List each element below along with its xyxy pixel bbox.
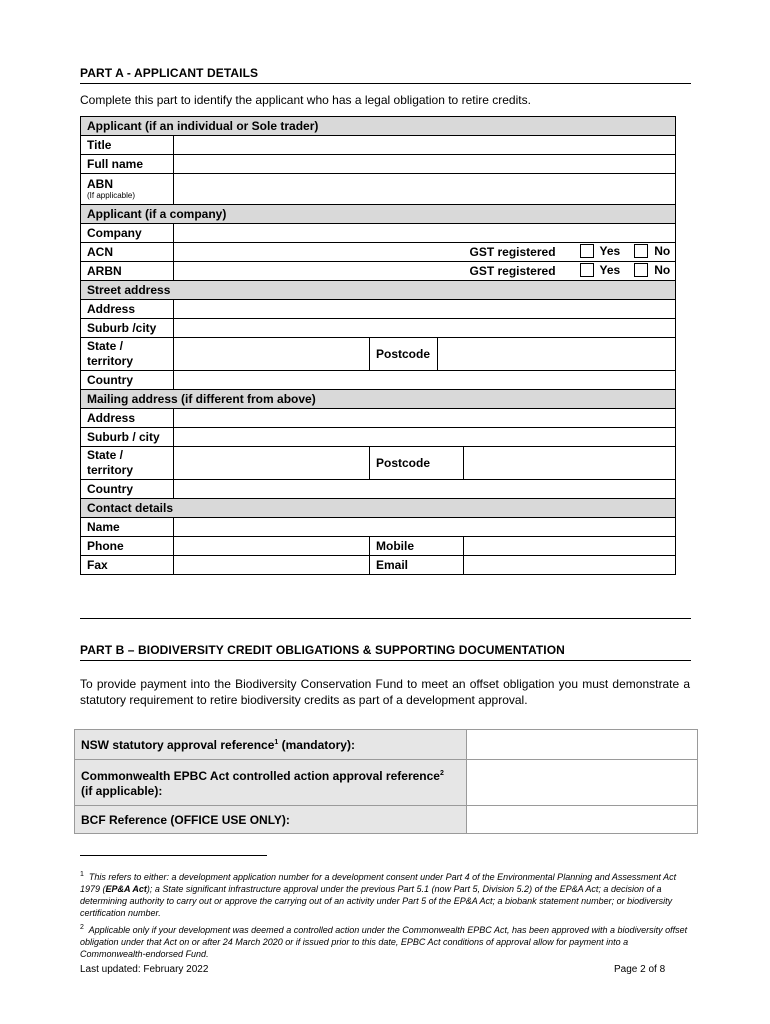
footnote-1-number: 1 bbox=[80, 871, 84, 878]
abn-input[interactable] bbox=[174, 174, 676, 205]
street-suburb-input[interactable] bbox=[174, 319, 676, 338]
arbn-gst-no[interactable] bbox=[634, 263, 670, 277]
state-label-line2: territory bbox=[87, 463, 134, 477]
arbn-gst-yes[interactable] bbox=[580, 263, 621, 277]
abn-label-cell bbox=[81, 174, 174, 205]
mailing-suburb-label: Suburb / city bbox=[81, 428, 174, 447]
fullname-input[interactable] bbox=[174, 155, 676, 174]
footnote-ref-2: 2 bbox=[439, 770, 444, 777]
street-state-label-cell bbox=[81, 338, 174, 371]
checkbox-icon[interactable] bbox=[580, 263, 594, 277]
email-input[interactable] bbox=[464, 556, 676, 575]
nsw-reference-suffix: (mandatory): bbox=[278, 737, 355, 752]
obligation-table bbox=[74, 729, 698, 834]
mailing-postcode-input[interactable] bbox=[464, 447, 676, 480]
acn-gst-no[interactable] bbox=[634, 244, 670, 258]
checkbox-icon[interactable] bbox=[580, 244, 594, 258]
footnote-2 bbox=[80, 922, 690, 960]
mailing-address-label: Address bbox=[81, 409, 174, 428]
arbn-gst-options bbox=[574, 262, 676, 281]
section-contact-details: Contact details bbox=[81, 499, 676, 518]
mobile-label: Mobile bbox=[370, 537, 464, 556]
epbc-reference-label bbox=[75, 760, 467, 806]
footnote-1 bbox=[80, 869, 690, 919]
street-postcode-input[interactable] bbox=[438, 338, 676, 371]
street-country-input[interactable] bbox=[174, 371, 676, 390]
street-address-label: Address bbox=[81, 300, 174, 319]
no-label: No bbox=[654, 243, 671, 258]
footnote-1-text-b: ); a State significant infrastructure approval under the previous Part 5.1 (now Part 5, Division 5.2) of the EP&A Act; a decision of a determining authority to carry out or approve the carrying out of an activity under Part 5 of the EP&A Act; a biobank statement number; or biodiversity certification number. bbox=[80, 884, 673, 918]
company-label: Company bbox=[81, 224, 174, 243]
fax-input[interactable] bbox=[174, 556, 370, 575]
arbn-label: ARBN bbox=[81, 262, 174, 281]
footnote-ref-1: 1 bbox=[274, 738, 279, 746]
footnote-2-text: Applicable only if your development was deemed a controlled action under the Commonwealth EPBC Act, has been approved with a biodiversity offset obligation under that Act on or after 24 March 2020 or if issued prior to this date, EPBC Act conditions of approval allow for payment into a Commonwealth-endorsed Fund. bbox=[80, 925, 688, 959]
nsw-reference-input[interactable] bbox=[467, 730, 698, 760]
state-label-line1: State / bbox=[87, 448, 124, 462]
footnote-separator bbox=[80, 855, 267, 856]
mobile-input[interactable] bbox=[464, 537, 676, 556]
yes-label: Yes bbox=[599, 243, 621, 258]
footnote-1-bold: EP&A Act bbox=[105, 884, 147, 894]
name-label: Name bbox=[81, 518, 174, 537]
page-number: Page 2 of 8 bbox=[614, 964, 666, 975]
part-b-heading: PART B – BIODIVERSITY CREDIT OBLIGATIONS & SUPPORTING DOCUMENTATION bbox=[80, 643, 565, 657]
street-address-input[interactable] bbox=[174, 300, 676, 319]
part-a-intro: Complete this part to identify the applicant who has a legal obligation to retire credits. bbox=[80, 93, 531, 107]
acn-input[interactable] bbox=[174, 243, 464, 262]
acn-gst-yes[interactable] bbox=[580, 244, 621, 258]
part-a-bottom-rule bbox=[80, 618, 691, 619]
bcf-reference-label: BCF Reference (OFFICE USE ONLY): bbox=[75, 806, 467, 834]
no-label: No bbox=[654, 262, 671, 277]
title-label: Title bbox=[81, 136, 174, 155]
nsw-reference-label bbox=[75, 730, 467, 760]
part-b-rule bbox=[80, 660, 691, 661]
mailing-suburb-input[interactable] bbox=[174, 428, 676, 447]
email-label: Email bbox=[370, 556, 464, 575]
epbc-reference-input[interactable] bbox=[467, 760, 698, 806]
footnote-2-number: 2 bbox=[80, 924, 84, 931]
section-mailing-address: Mailing address (if different from above) bbox=[81, 390, 676, 409]
phone-input[interactable] bbox=[174, 537, 370, 556]
fullname-label: Full name bbox=[81, 155, 174, 174]
footnote-1-text-a: This refers to either: a development application number for a development consent under Part 4 of the Environmental Planning and Assessment Act 1979 ( bbox=[80, 872, 677, 894]
street-suburb-label: Suburb /city bbox=[81, 319, 174, 338]
section-street-address: Street address bbox=[81, 281, 676, 300]
part-b-intro: To provide payment into the Biodiversity Conservation Fund to meet an offset obligation you must demonstrate a statutory requirement to retire biodiversity credits as part of a development approval. bbox=[80, 677, 690, 707]
checkbox-icon[interactable] bbox=[634, 263, 648, 277]
arbn-input[interactable] bbox=[174, 262, 464, 281]
mailing-country-input[interactable] bbox=[174, 480, 676, 499]
phone-label: Phone bbox=[81, 537, 174, 556]
street-country-label: Country bbox=[81, 371, 174, 390]
arbn-gst-label: GST registered bbox=[464, 262, 574, 281]
abn-label: ABN bbox=[87, 176, 113, 191]
section-individual: Applicant (if an individual or Sole trader) bbox=[81, 117, 676, 136]
name-input[interactable] bbox=[174, 518, 676, 537]
last-updated: Last updated: February 2022 bbox=[80, 964, 209, 975]
abn-note: (If applicable) bbox=[87, 190, 136, 200]
applicant-details-table bbox=[80, 116, 676, 575]
epbc-reference-suffix: (if applicable): bbox=[81, 784, 163, 798]
mailing-address-input[interactable] bbox=[174, 409, 676, 428]
bcf-reference-input[interactable] bbox=[467, 806, 698, 834]
state-label-line1: State / bbox=[87, 339, 124, 353]
checkbox-icon[interactable] bbox=[634, 244, 648, 258]
part-a-heading: PART A - APPLICANT DETAILS bbox=[80, 66, 259, 80]
street-postcode-label: Postcode bbox=[370, 338, 438, 371]
part-a-rule bbox=[80, 83, 691, 84]
street-state-input[interactable] bbox=[174, 338, 370, 371]
acn-gst-options bbox=[574, 243, 676, 262]
mailing-state-input[interactable] bbox=[174, 447, 370, 480]
section-company: Applicant (if a company) bbox=[81, 205, 676, 224]
acn-gst-label: GST registered bbox=[464, 243, 574, 262]
mailing-state-label-cell bbox=[81, 447, 174, 480]
mailing-postcode-label: Postcode bbox=[370, 447, 464, 480]
mailing-country-label: Country bbox=[81, 480, 174, 499]
title-input[interactable] bbox=[174, 136, 676, 155]
fax-label: Fax bbox=[81, 556, 174, 575]
state-label-line2: territory bbox=[87, 354, 134, 368]
nsw-reference-text: NSW statutory approval reference bbox=[81, 737, 275, 752]
yes-label: Yes bbox=[599, 262, 621, 277]
epbc-reference-text: Commonwealth EPBC Act controlled action approval reference bbox=[81, 769, 440, 783]
company-input[interactable] bbox=[174, 224, 676, 243]
acn-label: ACN bbox=[81, 243, 174, 262]
